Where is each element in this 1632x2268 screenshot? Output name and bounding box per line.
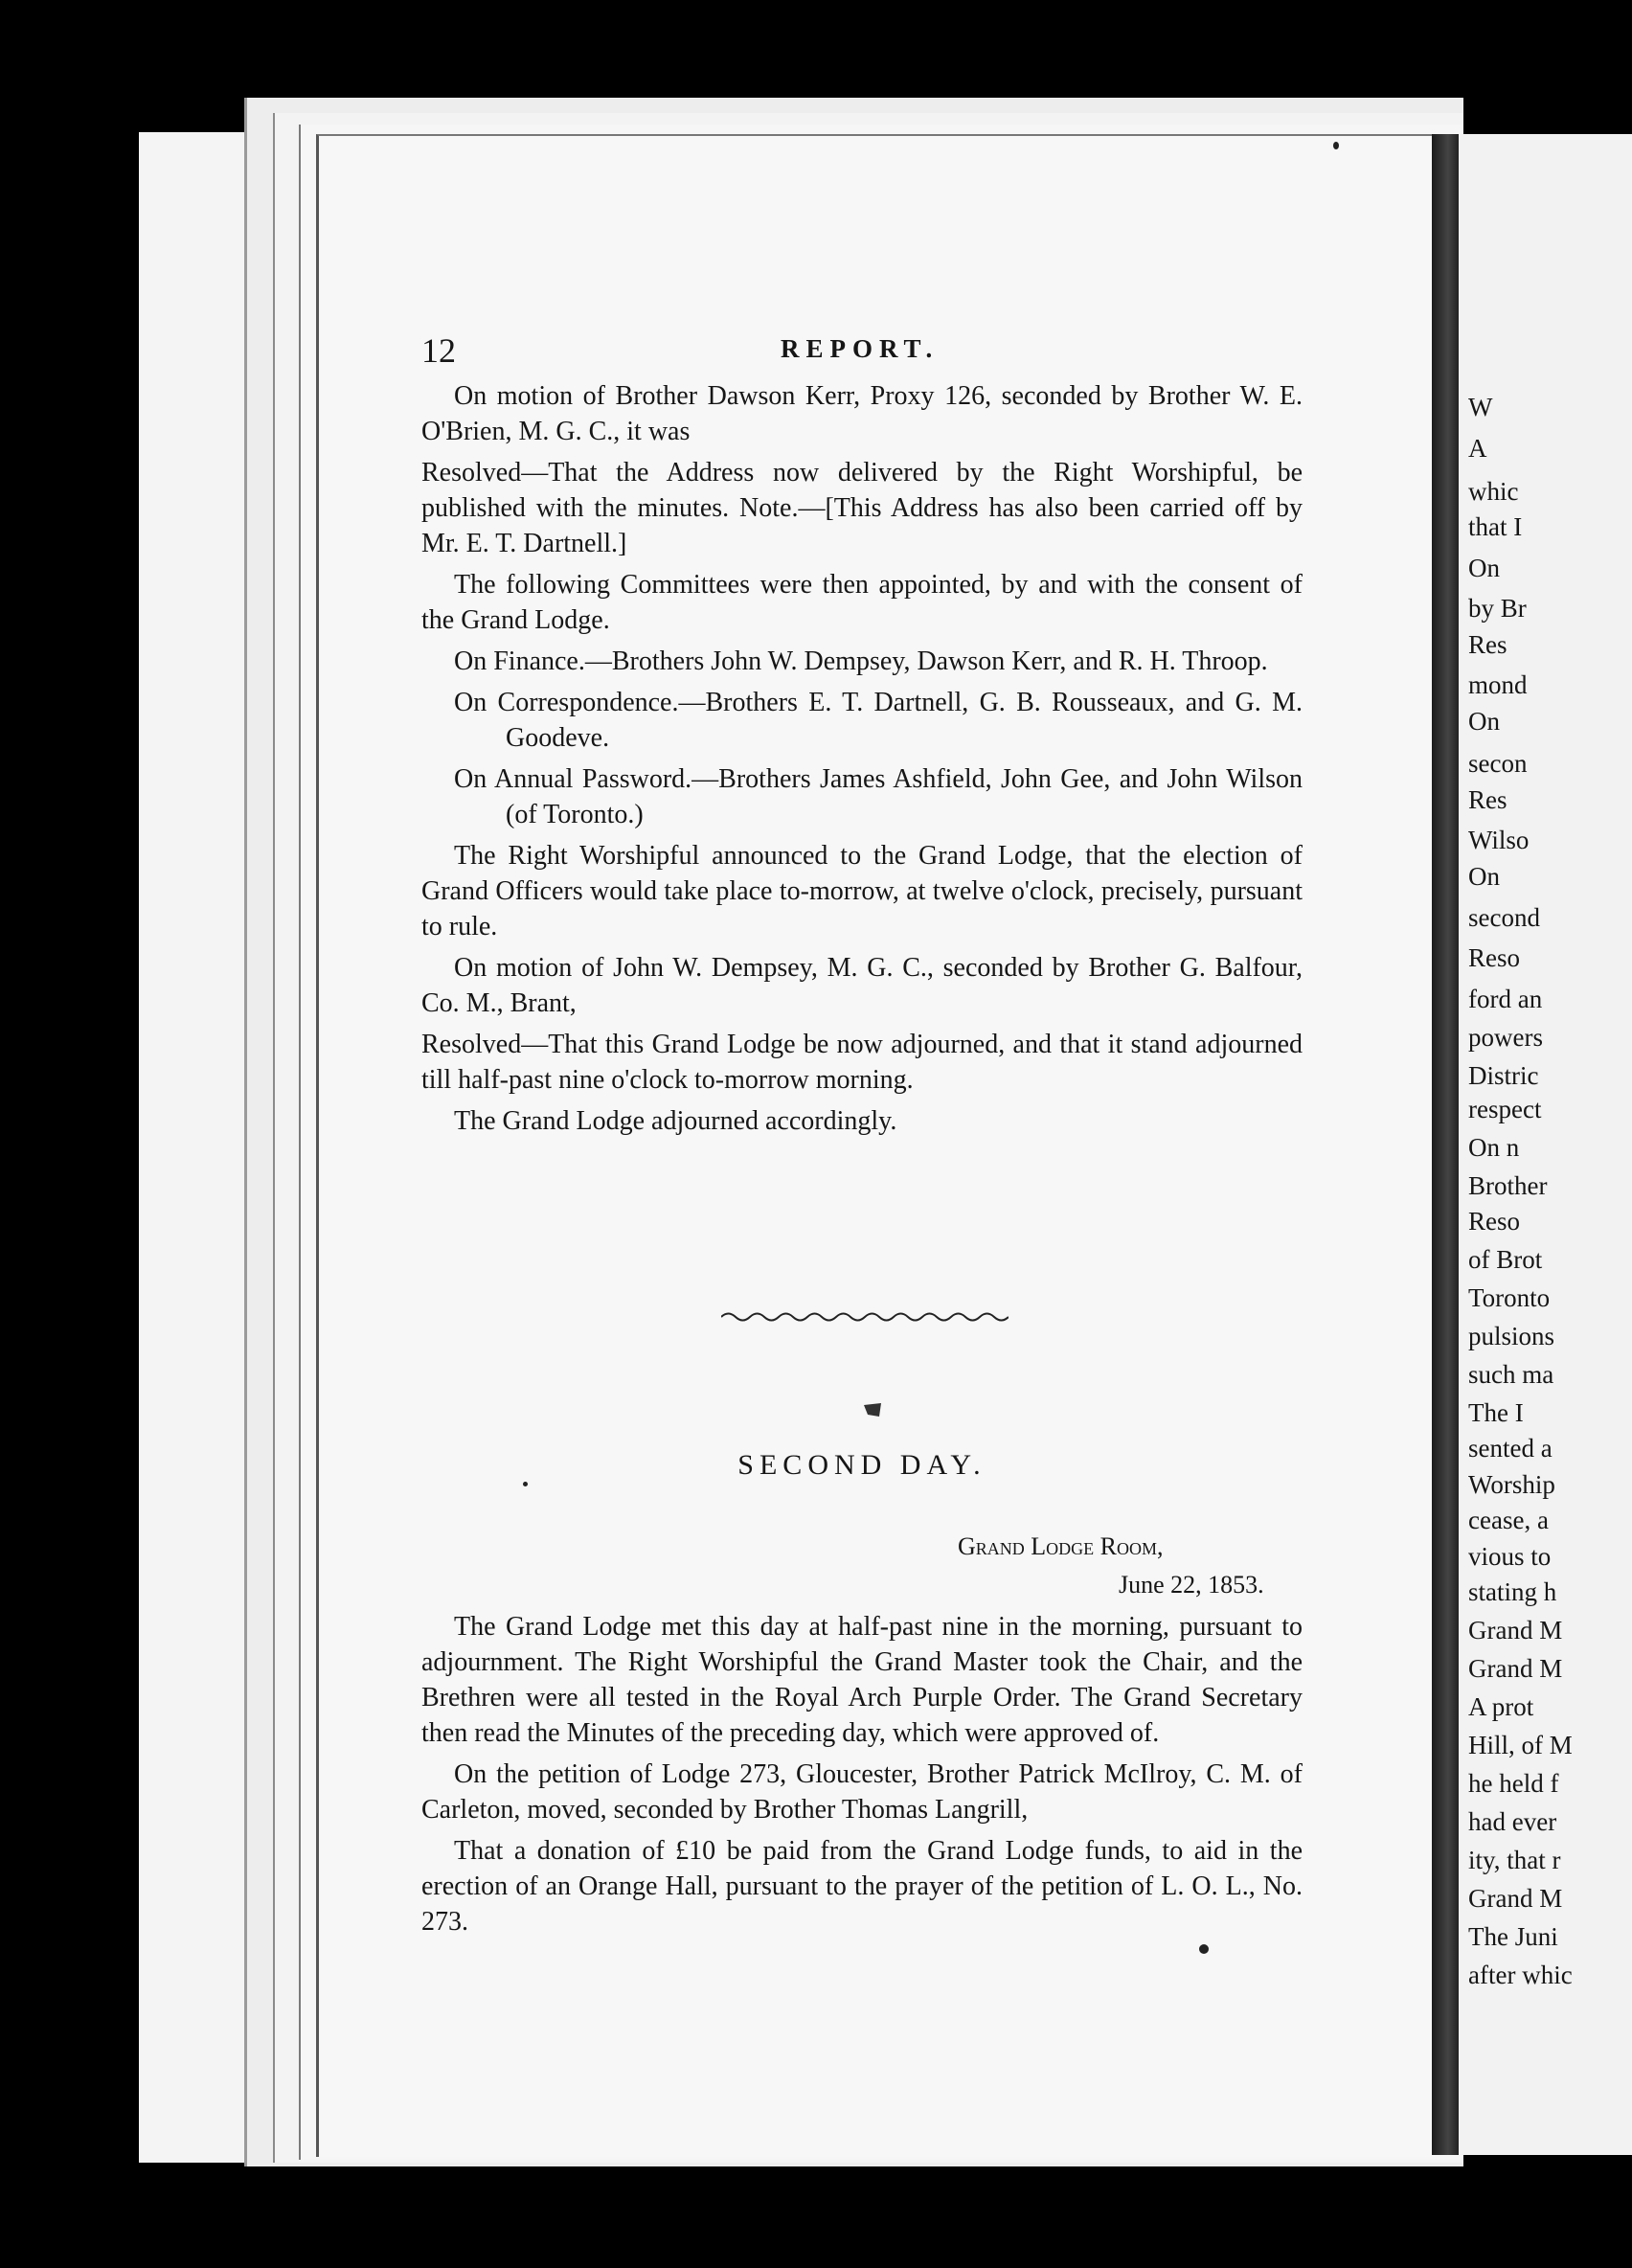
facing-page-line: Grand M [1468,1616,1563,1644]
facing-page-line: whic [1468,477,1519,506]
facing-page-line: Reso [1468,943,1520,972]
facing-page-line: cease, a [1468,1506,1549,1534]
paragraph: That a donation of £10 be paid from the Grand Lodge funds, to aid in the erection of an Orange Hall, pursuant to the prayer of the petition of L. O. L., No. 273. [421,1836,1303,1937]
facing-page-line: after whic [1468,1961,1573,1989]
facing-page-line: Wilso [1468,826,1530,854]
facing-page-line: by Br [1468,594,1527,623]
facing-page-line: A [1468,434,1487,463]
facing-page-line: respect [1468,1095,1542,1123]
facing-page-line: The Juni [1468,1922,1558,1951]
paragraph: The Grand Lodge met this day at half-past nine in the morning, pursuant to adjournment. The Right Worshipful the Grand Master took the Chair, and the Brethren were all tested in the Royal Arch Purple Order. The Grand Secretary then read the Minutes of the preceding day, which were approved of. [421,1612,1303,1748]
printers-ornament-icon [862,1401,883,1418]
section-title: SECOND DAY. [737,1449,986,1481]
facing-page-line: Res [1468,630,1507,659]
facing-page-line: second [1468,903,1540,932]
paragraph: On Correspondence.—Brothers E. T. Dartnell, G. B. Rousseaux, and G. M. Goodeve. [454,688,1303,753]
ink-speck [523,1482,528,1486]
facing-page-line: pulsions [1468,1322,1555,1350]
facing-page-line: On [1468,707,1500,736]
facing-page-line: stating h [1468,1577,1557,1606]
paragraph: On the petition of Lodge 273, Gloucester, Brother Patrick McIlroy, C. M. of Carleton, moved, seconded by Brother Thomas Langrill, [421,1759,1303,1825]
facing-page-line: Distric [1468,1061,1539,1090]
paragraph: Resolved—That this Grand Lodge be now adjourned, and that it stand adjourned till half-past nine o'clock to-morrow morning. [421,1030,1303,1095]
running-head [421,330,1303,369]
ink-speck [1199,1944,1209,1954]
facing-page-line: secon [1468,749,1528,778]
ink-speck [1333,142,1339,149]
facing-page-line: such ma [1468,1360,1554,1389]
facing-page-line: On n [1468,1133,1520,1162]
facing-page-line: ity, that r [1468,1846,1561,1874]
facing-page-line: ford an [1468,985,1543,1013]
facing-page-line: The I [1468,1398,1524,1427]
facing-page-line: A prot [1468,1692,1534,1721]
wavy-rule [721,1310,1009,1324]
paragraph: The Right Worshipful announced to the Grand Lodge, that the election of Grand Officers would take place to-morrow, at twelve o'clock, precisely, pursuant to rule. [421,841,1303,941]
facing-page-line: On [1468,862,1500,891]
facing-page-line: mond [1468,670,1528,699]
facing-page-line: powers [1468,1023,1543,1052]
facing-page-line: Hill, of M [1468,1731,1573,1759]
facing-page-line: vious to [1468,1542,1552,1571]
facing-page-line: Grand M [1468,1884,1563,1913]
page-number: 12 [421,331,456,370]
paragraph: Resolved—That the Address now delivered by the Right Worshipful, be published with the minutes. Note.—[This Address has also been carried off by Mr. E. T. Dartnell.] [421,458,1303,558]
facing-page-line: had ever [1468,1807,1557,1836]
paragraph: On Annual Password.—Brothers James Ashfield, John Gee, and John Wilson (of Toronto.) [454,764,1303,829]
paragraph: The following Committees were then appointed, by and with the consent of the Grand Lodge. [421,570,1303,635]
facing-page-line: that I [1468,512,1523,541]
paragraph: On motion of John W. Dempsey, M. G. C., seconded by Brother G. Balfour, Co. M., Brant, [421,953,1303,1018]
day-two-minutes [421,1609,1303,1945]
facing-page-line: he held f [1468,1769,1559,1798]
facing-page-line: Grand M [1468,1654,1563,1683]
facing-page-line: Brother [1468,1171,1548,1200]
facing-page-line: Toronto [1468,1283,1551,1312]
facing-page-line: On [1468,554,1500,582]
facing-page-line: Worship [1468,1470,1555,1499]
book-gutter [1432,134,1459,2155]
dateline-date: June 22, 1853. [1119,1571,1264,1599]
facing-page-fragment [1459,134,1632,2155]
facing-page-line: sented a [1468,1434,1553,1463]
facing-page-line: W [1468,393,1493,421]
running-title: REPORT. [781,334,940,363]
facing-page-line: Res [1468,785,1507,814]
facing-page-line: of Brot [1468,1245,1543,1274]
dateline-place: Grand Lodge Room, [958,1532,1164,1560]
dateline [421,1528,1303,1604]
paragraph: The Grand Lodge adjourned accordingly. [454,1106,897,1136]
facing-page-line: Reso [1468,1207,1520,1236]
paragraph: On Finance.—Brothers John W. Dempsey, Dawson Kerr, and R. H. Throop. [454,646,1268,676]
day-one-minutes [421,378,1303,1145]
paragraph: On motion of Brother Dawson Kerr, Proxy 126, seconded by Brother W. E. O'Brien, M. G. C., it was [421,381,1303,446]
